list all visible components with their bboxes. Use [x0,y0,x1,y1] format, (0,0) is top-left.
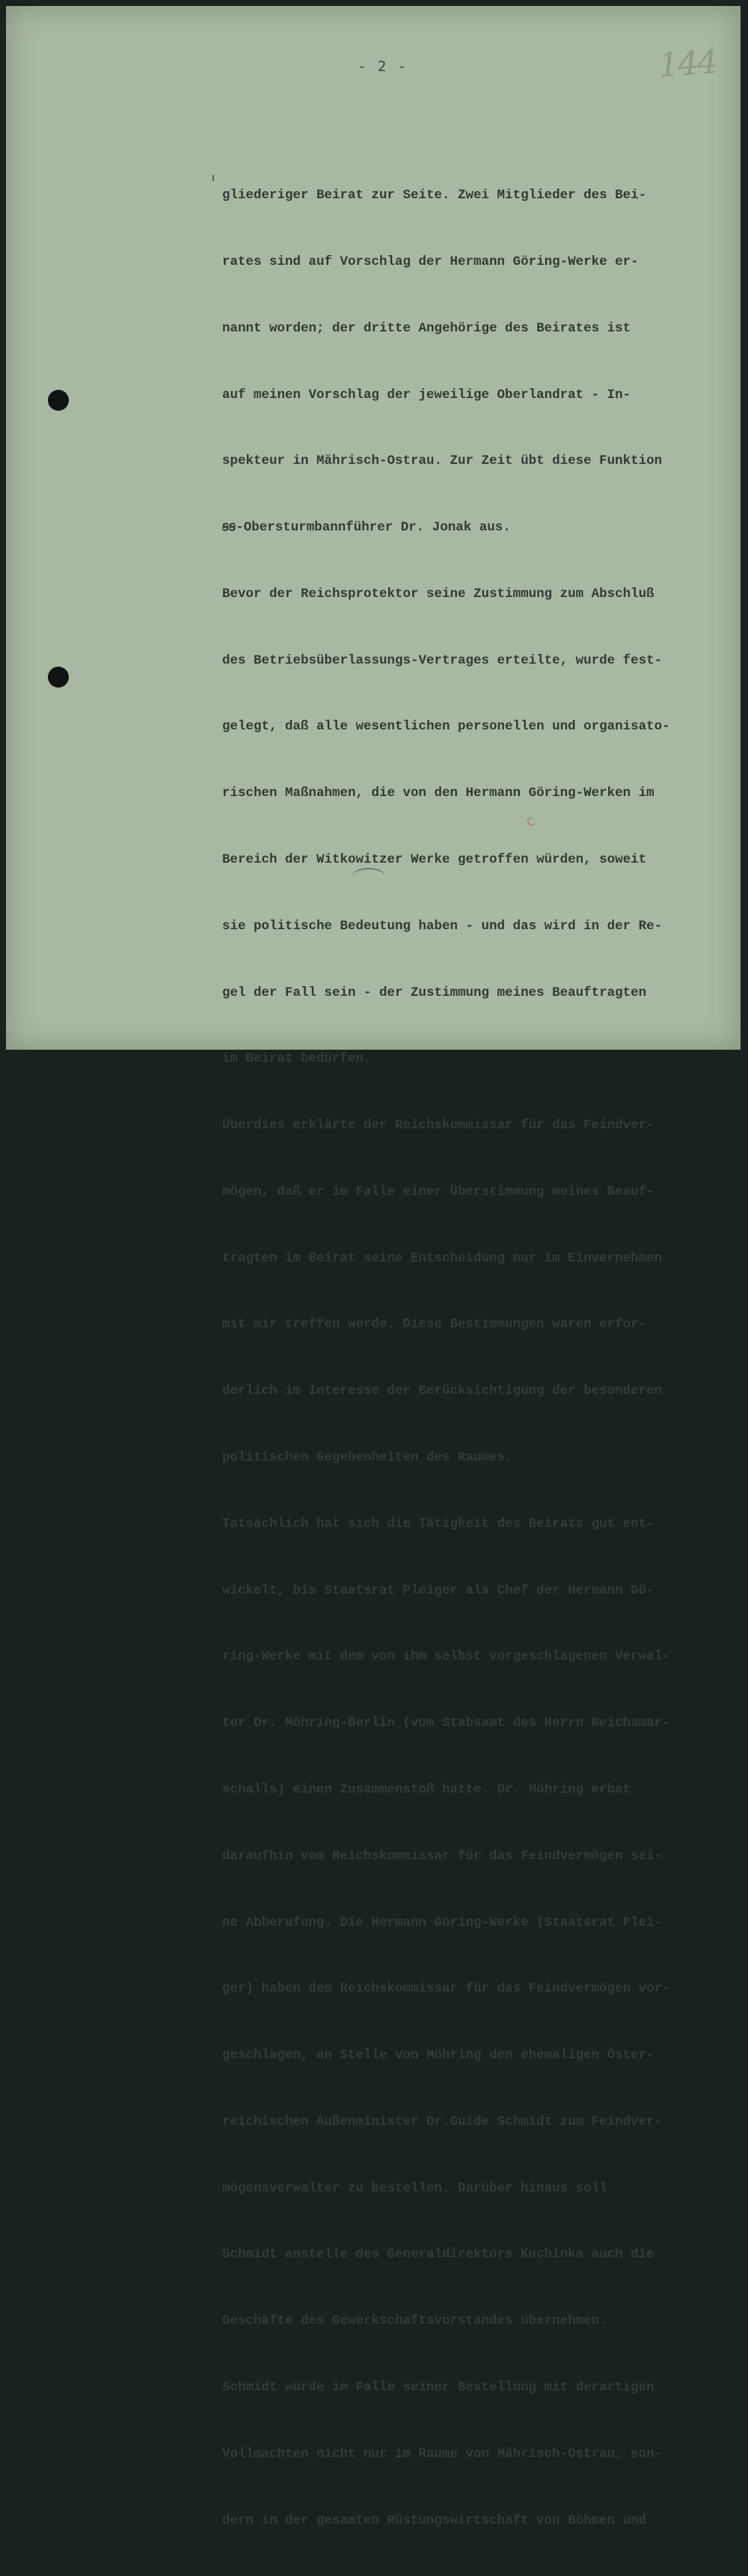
text-line: mögensverwalter zu bestellen. Darüber hinaus soll [222,2180,607,2196]
page-number: - 2 - [358,58,408,75]
text-line: reichischen Außenminister Dr.Guide Schmidt zum Feindver- [222,2114,663,2129]
text-line: Überdies erklärte der Reichskommissar für das Feindver- [222,1118,654,1133]
text-line: Bevor der Reichsprotektor seine Zustimmung zum Abschluß [222,586,654,602]
text-line: im Beirat bedürfen. [222,1051,372,1067]
text-line: mögen, daß er im Falle einer Überstimmung meines Beauf- [222,1184,654,1199]
red-pencil-scribble: ⅽ [523,810,538,830]
text-line: wickelt, bis Staatsrat Pleiger als Chef der Hermann Gö- [222,1582,654,1598]
pencil-mark [212,175,214,181]
handwritten-archive-number: 144 [657,43,718,85]
text-line: ring-Werke mit dem von ihm selbst vorgeschlagenen Verwal- [222,1649,670,1665]
text-line: mit mir treffen werde. Diese Bestimmungen waren erfor- [222,1317,647,1333]
text-line: nannt worden; der dritte Angehörige des Beirates ist [222,320,631,336]
document-page [6,6,741,2528]
typed-body-text [222,141,746,2576]
text-line: Geschäfte des Gewerkschaftsvorstandes übernehmen. [222,2313,607,2329]
text-line: politischen Gegebenheiten des Raumes. [222,1450,513,1466]
text-line: des Betriebsüberlassungs-Vertrages erteilte, wurde fest- [222,652,663,668]
text-line: ger) haben dem Reichskommissar für das Feindvermögen vor- [222,1981,670,1997]
punch-hole-top [48,390,69,411]
text-line: Tatsächlich hat sich die Tätigkeit des Beirats gut ent- [222,1516,654,1532]
text-line: Bereich der Witkowitzer Werke getroffen würden, soweit [222,852,647,867]
text-line: rischen Maßnahmen, die von den Hermann Göring-Werken im [222,786,654,801]
text-line: Vollmachten nicht nur im Raume von Mährisch-Ostrau, son- [222,2446,663,2462]
text-line: gliederiger Beirat zur Seite. Zwei Mitglieder des Bei- [222,188,647,204]
text-line: auf meinen Vorschlag der jeweilige Oberlandrat - In- [222,387,631,403]
text-line: ne Abberufung. Die Hermann Göring-Werke (Staatsrat Plei- [222,1915,663,1930]
text-line: dern in der gesamten Rüstungswirtschaft von Böhmen und [222,2512,647,2528]
text-line: gelegt, daß alle wesentlichen personellen und organisato- [222,719,670,735]
text-line: sie politische Bedeutung haben - und das wird in der Re- [222,918,663,934]
text-line: Schmidt würde im Falle seiner Bestellung mit derartigen [222,2379,654,2395]
text-line: derlich im Interesse der Berücksichtigung der besonderen [222,1383,663,1399]
text-line: daraufhin vom Reichskommissar für das Feindvermögen sei- [222,1848,663,1864]
text-line: spekteur in Mährisch-Ostrau. Zur Zeit übt diese Funktion [222,453,663,469]
text-line: geschlagen, an Stelle von Möhring den ehemaligen Öster- [222,2048,654,2063]
text-line: tragten im Beirat seine Entscheidung nur im Einvernehmen [222,1250,663,1266]
punch-hole-bottom [48,667,69,688]
text-line: rates sind auf Vorschlag der Hermann Göring-Werke er- [222,254,639,269]
text-line: ꞩꞩ-Obersturmbannführer Dr. Jonak aus. [222,520,511,536]
text-line: Schmidt anstelle des Generaldirektors Kuchinka auch die [222,2247,654,2263]
text-line: schalls) einen Zusammenstoß hatte. Dr. Möhring erbat [222,1781,631,1797]
text-line: gel der Fall sein - der Zustimmung meines Beauftragten [222,985,647,1000]
text-line: ter Dr. Möhring-Berlin (vom Stabsamt des Herrn Reichsmar- [222,1716,670,1731]
